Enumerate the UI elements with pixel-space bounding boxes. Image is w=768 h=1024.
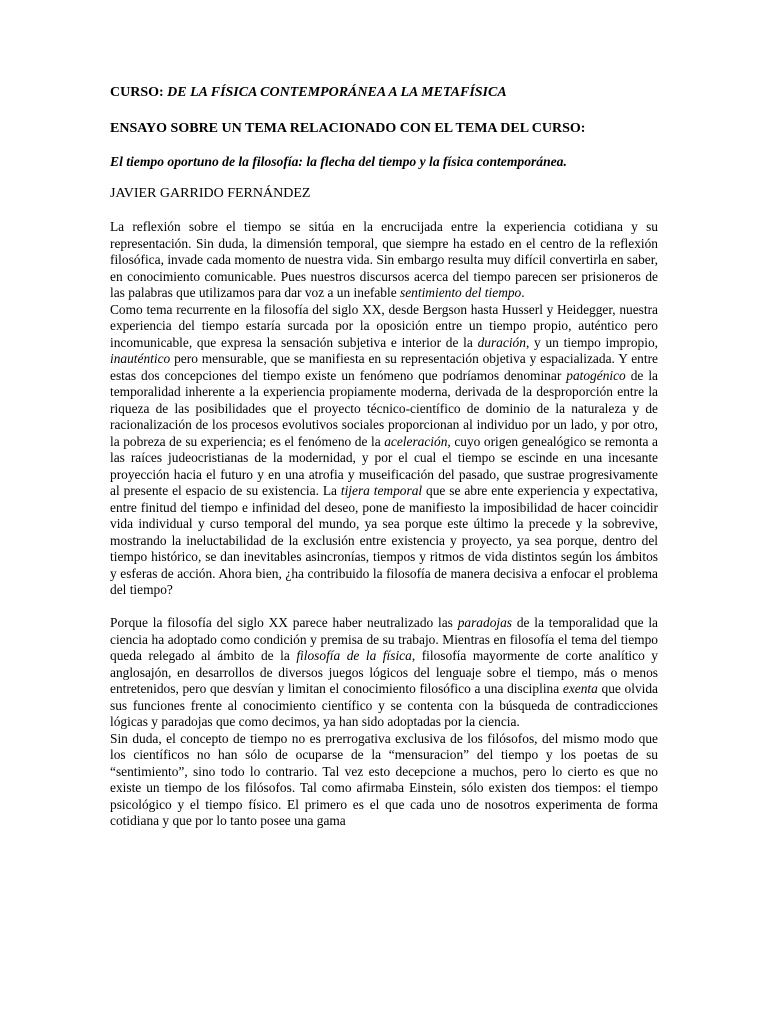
essay-heading: ENSAYO SOBRE UN TEMA RELACIONADO CON EL TEMA DEL CURSO: [110, 121, 586, 136]
paragraph-text: que se abre ente experiencia y expectativa, entre finitud del tiempo e infinidad del deseo, pone de manifiesto la imposibilidad de hacer coincidir vida individual y curso temporal del mundo, ya sea porque este último la precede y la sobrevive, mostrando la ineluctabilidad de la exclusión entre existencia y proyecto, ya sea porque, dentro del tiempo histórico, se dan inevitables asincronías, tiempos y ritmos de vida distintos según los ámbitos y esferas de acción. Ahora bien, ¿ha contribuido la filosofía de manera decisiva a enfocar el problema del tiempo? [110, 483, 658, 597]
paragraph-text: , filosofía mayormente de corte analítico y anglosajón, en desarrollos de diversos juegos lógicos del lenguaje sobre el tiempo, más o menos entretenidos, pero que desvían y limitan el conocimiento filosófico a una disciplina [110, 648, 659, 696]
paragraph-text: de la temporalidad inherente a la experiencia propiamente moderna, derivada de la desproporción entre la riqueza de las posibilidades que el proyecto técnico-científico de dominio de la naturaleza y de racionalización de los procesos evolutivos sociales proporcionan al individuo por un lado, y por otro, la pobreza de su experiencia; es el fenómeno de la [110, 367, 658, 449]
italic-term: duración [477, 334, 526, 350]
course-title: DE LA FÍSICA CONTEMPORÁNEA A LA METAFÍSICA [167, 85, 507, 100]
paragraph-text: pero mensurable, que se manifiesta en su representación objetiva y espacializada. Y entre estas dos concepciones del tiempo existe un fenómeno que podríamos denominar [110, 351, 658, 383]
paragraph-text: Porque la filosofía del siglo XX parece haber neutralizado las [110, 615, 458, 630]
author-name: JAVIER GARRIDO FERNÁNDEZ [110, 186, 311, 201]
italic-term: patogénico [566, 367, 626, 383]
paragraph-text: de la temporalidad que la ciencia ha adoptado como condición y premisa de su trabajo. Mientras en filosofía el tema del tiempo queda relegado al ámbito de la [110, 615, 658, 663]
paragraph-p2 [110, 302, 658, 599]
paragraph-text: La reflexión sobre el tiempo se sitúa en la encrucijada entre la experiencia cotidiana y su representación. Sin duda, la dimensión temporal, que siempre ha estado en el centro de la reflexión filosófica, invade cada momento de nuestra vida. Sin embargo resulta muy difícil convertirla en saber, en conocimiento comunicable. Pues nuestros discursos acerca del tiempo parecen ser prisioneros de las palabras que utilizamos para dar voz a un inefable [110, 219, 658, 300]
paragraph-text: que olvida sus funciones frente al conocimiento científico y se contenta con la búsqueda de contradicciones lógicas y paradojas que como decimos, ya han sido adoptadas por la ciencia. [110, 681, 658, 729]
paragraph-text: . [521, 285, 525, 300]
essay-subtitle: El tiempo oportuno de la filosofía: la flecha del tiempo y la física contemporánea. [110, 154, 567, 169]
course-label: CURSO: [110, 85, 164, 100]
paragraph-text: Como tema recurrente en la filosofía del siglo XX, desde Bergson hasta Husserl y Heidegger, nuestra experiencia del tiempo estaría surcada por la oposición entre un tiempo propio, auténtico pero incomunicable, que expresa la sensación subjetiva e interior de la [110, 301, 658, 350]
italic-term: tijera temporal [340, 483, 423, 498]
paragraph-p3 [110, 615, 658, 731]
italic-term: paradojas [457, 615, 513, 630]
italic-term: filosofía de la física [296, 648, 412, 663]
paragraph-text: , y un tiempo impropio, [525, 334, 658, 350]
paragraph-p1 [110, 219, 658, 302]
paragraph-p4 [110, 731, 658, 830]
italic-term: exenta [562, 681, 598, 696]
paragraph-text: Sin duda, el concepto de tiempo no es prerrogativa exclusiva de los filósofos, del mismo modo que los científicos no han sólo de ocuparse de la “mensuracion” del tiempo y los poetas de su “sentimiento”, sino todo lo contrario. Tal vez esto decepcione a muchos, pero lo cierto es que no existe un tiempo de los filósofos. Tal como afirmaba Einstein, sólo existen dos tiempos: el tiempo psicológico y el tiempo físico. El primero es el que cada uno de nosotros experimenta de forma cotidiana y que por lo tanto posee una gama [110, 730, 658, 828]
course-heading [110, 85, 507, 101]
italic-term: sentimiento del tiempo [400, 285, 522, 300]
italic-term: inauténtico [110, 351, 171, 366]
italic-term: aceleración [384, 433, 448, 449]
essay-body [110, 219, 658, 830]
paragraph-text: , cuyo origen genealógico se remonta a las raíces judeocristianas de la modernidad, y por el cual el tiempo se escinde en una incesante proyección hacia el futuro y en una atrofia y museificación del pasado, que sustrae progresivamente al presente el espacio de su existencia. La [110, 433, 658, 498]
